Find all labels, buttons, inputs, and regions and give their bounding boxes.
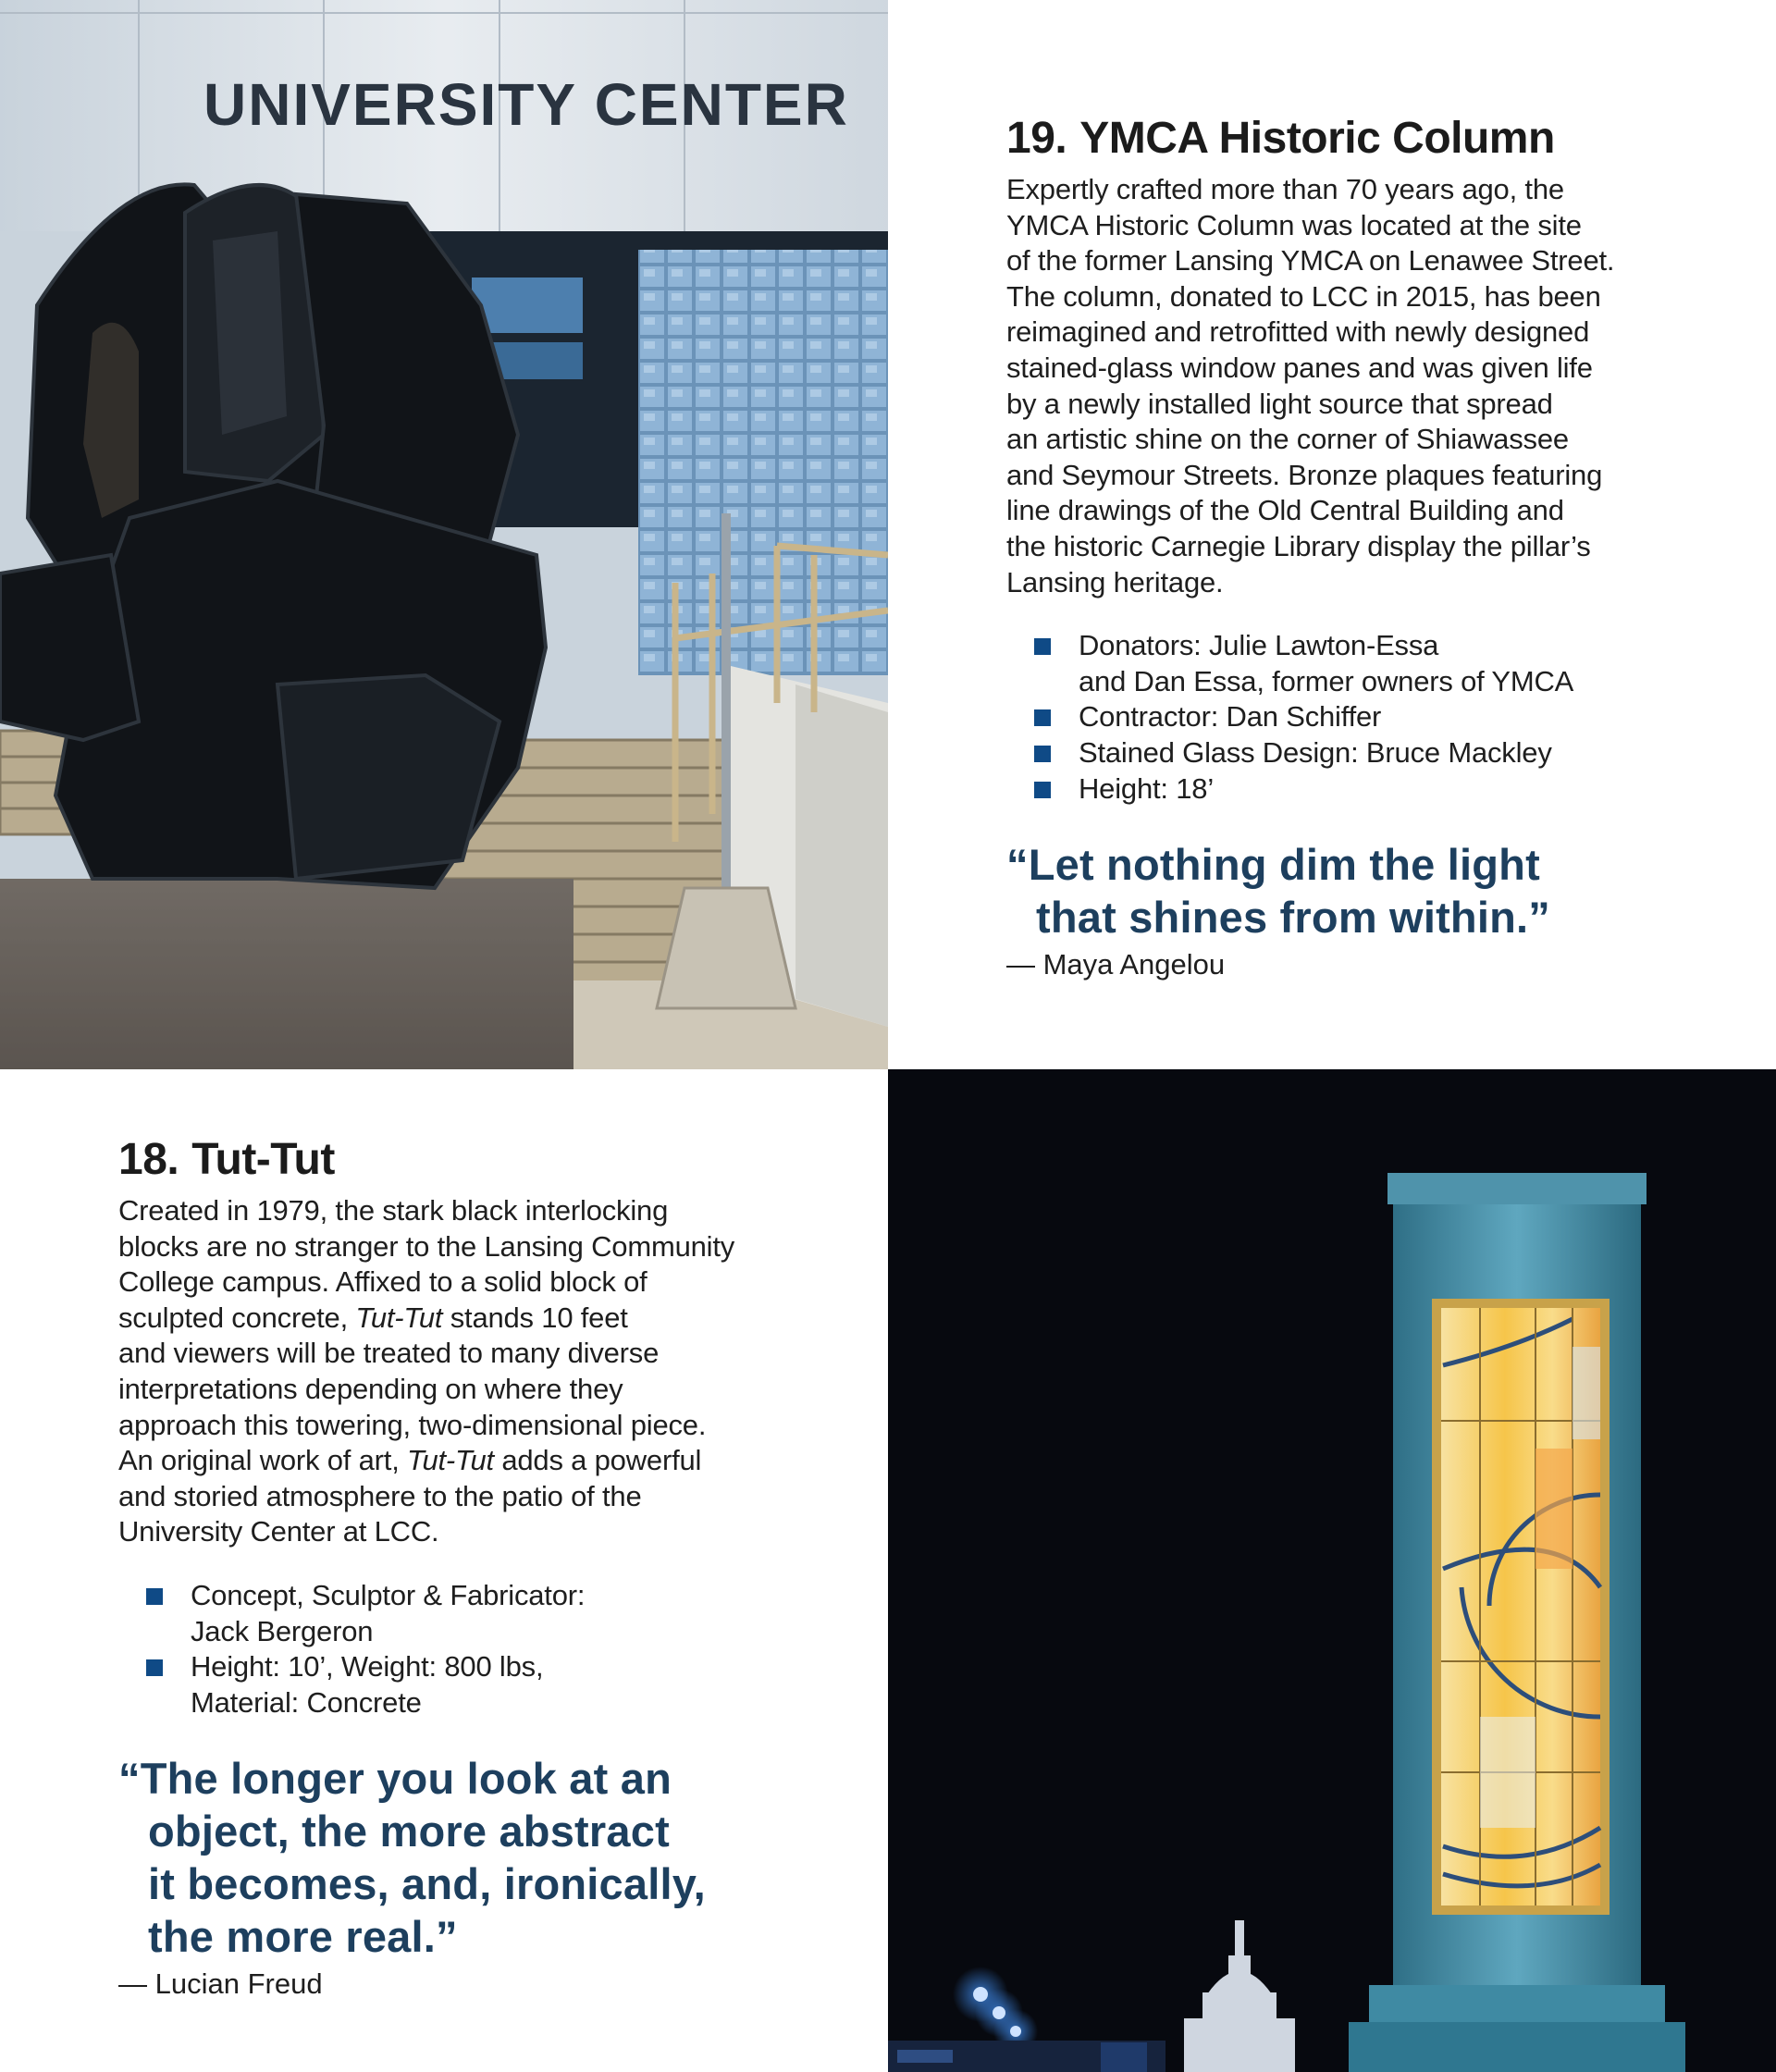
ymca-credits-list <box>1006 628 1746 807</box>
bullet-square-icon <box>1034 782 1051 798</box>
ymca-quote-attribution: — Maya Angelou <box>1006 948 1226 981</box>
ymca-column-photo <box>888 1069 1776 2072</box>
tut-tut-quote: “The longer you look at an object, the more abstract it becomes, and, ironically, the more real.” <box>118 1754 706 1962</box>
credit-item: Height: 18’ <box>1034 771 1746 808</box>
ymca-article-title-text: YMCA Historic Column <box>1079 114 1555 163</box>
bullet-square-icon <box>146 1659 163 1676</box>
ymca-article-body: Expertly crafted more than 70 years ago, the YMCA Historic Column was located at the site of the former Lansing YMCA on Lenawee Street. The column, donated to LCC in 2015, has been reimagined and retrofitted with newly designed stained-glass window panes and was given life by a newly installed light source that spread an artistic shine on the corner of Shiawassee and Seymour Streets. Bronze plaques featuring line drawings of the Old Central Building and the historic Carnegie Library display the pillar’s Lansing heritage. <box>1006 173 1615 598</box>
tut-tut-article-title-text: Tut-Tut <box>191 1135 335 1184</box>
ymca-article-title <box>1006 109 1746 168</box>
sculpture-photo-illustration <box>0 0 888 1069</box>
tut-tut-article-body: Created in 1979, the stark black interlocking blocks are no stranger to the Lansing Community College campus. Affixed to a solid block of sculpted concrete, Tut-Tut stands 10 feet and viewers will be treated to many diverse interpretations depending on where they approach this towering, two-dimensional piece. An original work of art, Tut-Tut adds a powerful and storied atmosphere to the patio of the University Center at LCC. <box>118 1194 735 1548</box>
bullet-square-icon <box>1034 746 1051 762</box>
tut-tut-article-title <box>118 1130 821 1190</box>
tut-tut-article-number: 18. <box>118 1135 179 1184</box>
credit-item: Donators: Julie Lawton-Essa and Dan Essa, former owners of YMCA <box>1034 628 1746 699</box>
credit-item: Height: 10’, Weight: 800 lbs, Material: Concrete <box>146 1649 821 1720</box>
column-photo-illustration <box>888 1069 1776 2072</box>
university-center-sign: UNIVERSITY CENTER <box>204 71 849 138</box>
tut-tut-sculpture-photo <box>0 0 888 1069</box>
tut-tut-article <box>118 1130 821 2002</box>
ymca-article-number: 19. <box>1006 114 1067 163</box>
bullet-square-icon <box>146 1588 163 1605</box>
tut-tut-quote-attribution: — Lucian Freud <box>118 1967 323 2001</box>
credit-item: Contractor: Dan Schiffer <box>1034 699 1746 735</box>
ymca-article <box>1006 109 1746 982</box>
credit-item: Stained Glass Design: Bruce Mackley <box>1034 735 1746 771</box>
bullet-square-icon <box>1034 709 1051 726</box>
credit-item: Concept, Sculptor & Fabricator: Jack Bergeron <box>146 1578 821 1649</box>
bullet-square-icon <box>1034 638 1051 655</box>
tut-tut-credits-list <box>118 1578 821 1720</box>
ymca-quote: “Let nothing dim the light that shines from within.” <box>1006 840 1550 943</box>
